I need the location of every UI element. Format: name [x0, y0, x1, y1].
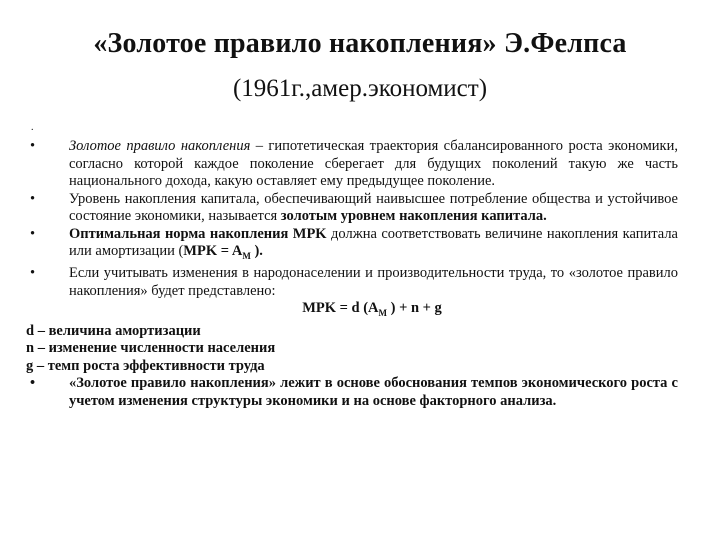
bullet-item-golden-rule	[26, 138, 678, 191]
formula-left: MPK = d (A	[302, 300, 379, 317]
definition-text: – гипотетическая траектория сбалансированного роста экономики, согласно которой каждое поколение сберегает для будущих поколений такую же часть национального дохода, какую оставляет ему предыдущее поколение.	[69, 138, 678, 189]
term-golden-rule: Золотое правило накопления	[69, 138, 251, 154]
formula-right: ) + n + g	[387, 300, 442, 317]
bullet-marker: •	[30, 265, 36, 282]
bullet-marker: •	[30, 375, 36, 392]
bullet-marker: •	[30, 138, 36, 154]
bullet-item-conclusion	[26, 375, 678, 410]
definition-d: d – величина амортизации	[26, 322, 201, 339]
item-text: Уровень накопления капитала, обеспечивающий наивысшее потребление общества и устойчивое состояние экономики, называется	[69, 190, 678, 224]
slide-content	[26, 138, 678, 410]
item-text: «Золотое правило накопления» лежит в основе обоснования темпов экономического роста с учетом изменения структуры экономики и на основе факторного анализа.	[69, 375, 678, 409]
inline-formula-subscript: M	[242, 250, 251, 261]
slide-title: «Золотое правило накопления» Э.Фелпса	[93, 28, 627, 59]
inline-formula-close: ).	[250, 243, 263, 259]
inline-formula: MPK = A	[183, 243, 243, 259]
bullet-item-population	[26, 265, 678, 300]
stray-dot: .	[31, 122, 34, 133]
bullet-item-golden-level	[26, 191, 678, 226]
item-bold-text: золотым уровнем накопления капитала.	[280, 208, 547, 224]
item-text: должна соответствовать величине накопления капитала или амортизации (	[69, 225, 678, 259]
definition-g: g – темп роста эффективности труда	[26, 357, 265, 374]
slide-subtitle: (1961г.,амер.экономист)	[232, 75, 488, 102]
golden-rule-formula	[26, 300, 678, 322]
bullet-item-optimal-rate	[26, 226, 678, 266]
bullet-marker: •	[30, 190, 36, 207]
item-bold-text: Оптимальная норма накопления MPK	[69, 225, 327, 242]
item-text: Если учитывать изменения в народонаселении и производительности труда, то «золотое правило накопления» будет представлено:	[69, 265, 678, 299]
bullet-marker: •	[30, 225, 36, 242]
definition-n: n – изменение численности населения	[26, 340, 276, 357]
formula-subscript: M	[378, 308, 388, 319]
